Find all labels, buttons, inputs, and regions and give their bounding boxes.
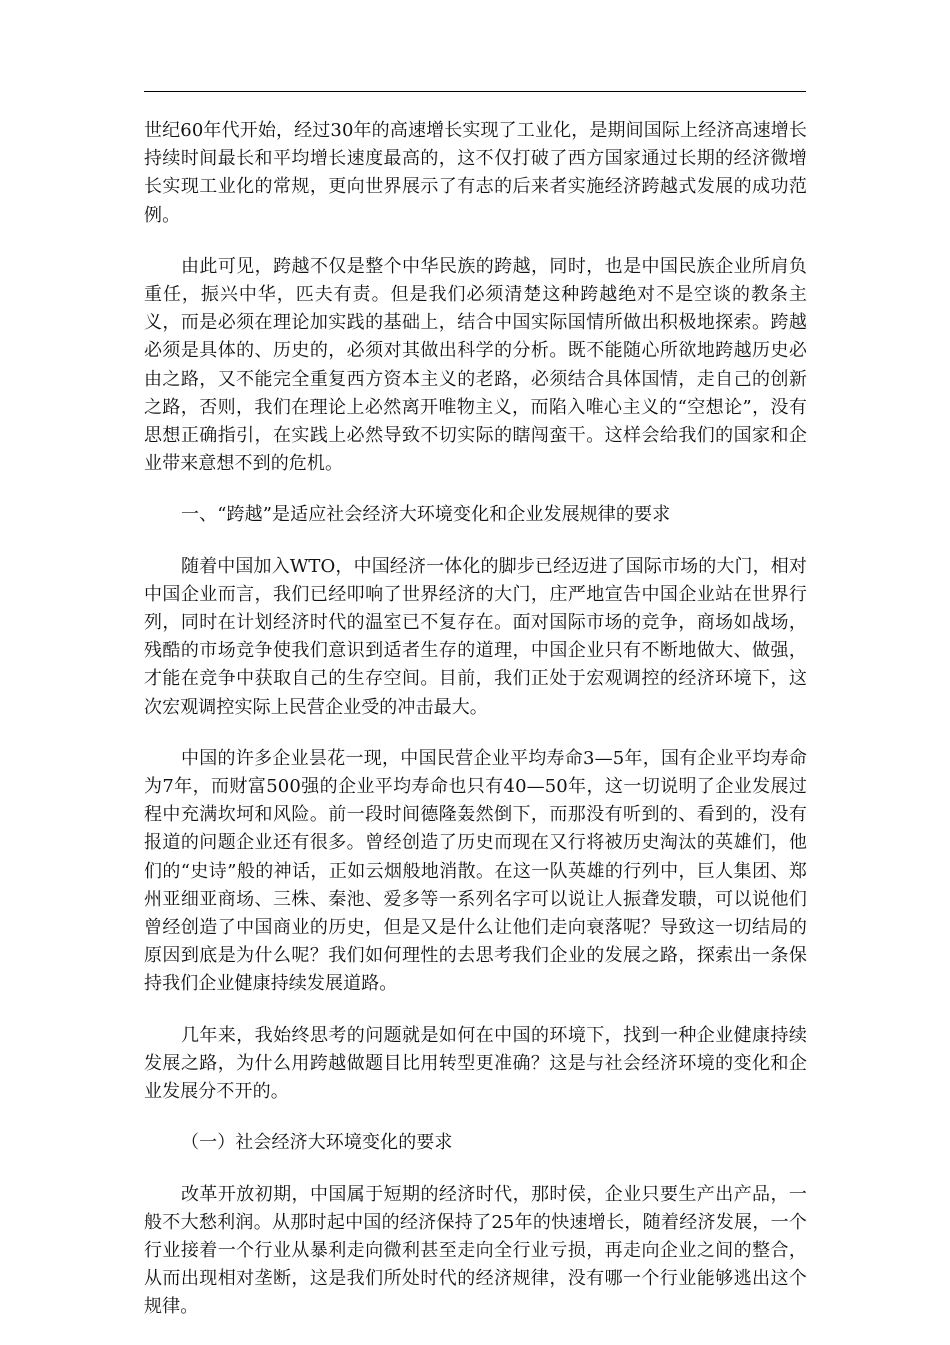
paragraph-continuation: 世纪60年代开始，经过30年的高速增长实现了工业化，是期间国际上经济高速增长持续时间最长和平均增长速度最高的，这不仅打破了西方国家通过长期的经济微增长实现工业化的常规，更向世界展示了有志的后来者实施经济跨越式发展的成功范例。 — [144, 120, 807, 226]
document-body — [144, 117, 807, 1345]
section-heading: 一、“跨越”是适应社会经济大环境变化和企业发展规律的要求 — [181, 504, 671, 526]
paragraph: 中国的许多企业昙花一现，中国民营企业平均寿命3—5年，国有企业平均寿命为7年，而财富500强的企业平均寿命也只有40—50年，这一切说明了企业发展过程中充满坎坷和风险。前一段时间德隆轰然倒下，而那没有听到的、看到的，没有报道的问题企业还有很多。曾经创造了历史而现在又行将被历史淘汰的英雄们，他们的“史诗”般的神话，正如云烟般地消散。在这一队英雄的行列中，巨人集团、郑州亚细亚商场、三株、秦池、爱多等一系列名字可以说让人振聋发聩，可以说他们曾经创造了中国商业的历史，但是又是什么让他们走向衰落呢？导致这一切结局的原因到底是为什么呢？我们如何理性的去思考我们企业的发展之路，探索出一条保持我们企业健康持续发展道路。 — [144, 747, 807, 995]
paragraph: 改革开放初期，中国属于短期的经济时代，那时侯，企业只要生产出产品，一般不大愁利润。从那时起中国的经济保持了25年的快速增长，随着经济发展，一个行业接着一个行业从暴利走向微利甚至走向全行业亏损，再走向企业之间的整合，从而出现相对垄断，这是我们所处时代的经济规律，没有哪一个行业能够逃出这个规律。 — [144, 1183, 807, 1318]
header-rule — [144, 91, 806, 92]
paragraph: 几年来，我始终思考的问题就是如何在中国的环境下，找到一种企业健康持续发展之路，为什么用跨越做题目比用转型更准确？这是与社会经济环境的变化和企业发展分不开的。 — [144, 1024, 807, 1103]
paragraph: 随着中国加入WTO，中国经济一体化的脚步已经迈进了国际市场的大门，相对中国企业而言，我们已经叩响了世界经济的大门，庄严地宣告中国企业站在世界行列，同时在计划经济时代的温室已不复存在。面对国际市场的竞争，商场如战场，残酷的市场竞争使我们意识到适者生存的道理，中国企业只有不断地做大、做强，才能在竞争中获取自己的生存空间。目前，我们正处于宏观调控的经济环境下，这次宏观调控实际上民营企业受的冲击最大。 — [144, 555, 807, 718]
paragraph: 由此可见，跨越不仅是整个中华民族的跨越，同时，也是中国民族企业所肩负重任，振兴中华，匹夫有责。但是我们必须清楚这种跨越绝对不是空谈的教条主义，而是必须在理论加实践的基础上，结合中国实际国情所做出积极地探索。跨越必须是具体的、历史的，必须对其做出科学的分析。既不能随心所欲地跨越历史必由之路，又不能完全重复西方资本主义的老路，必须结合具体国情，走自己的创新之路，否则，我们在理论上必然离开唯物主义，而陷入唯心主义的“空想论”，没有思想正确指引，在实践上必然导致不切实际的瞎闯蛮干。这样会给我们的国家和企业带来意想不到的危机。 — [144, 255, 807, 475]
subsection-heading: （一）社会经济大环境变化的要求 — [181, 1132, 453, 1154]
